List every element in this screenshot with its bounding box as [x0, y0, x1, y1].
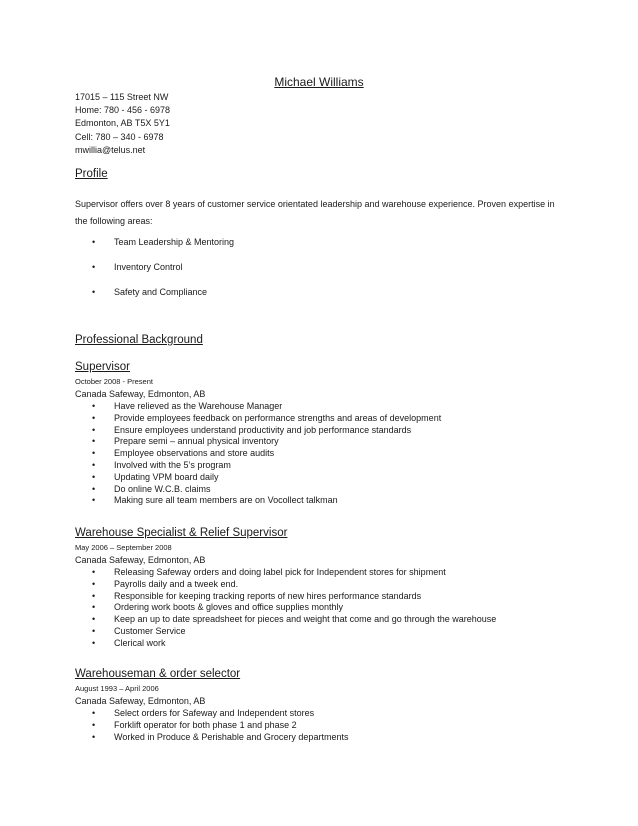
skill-label: Team Leadership & Mentoring: [114, 237, 235, 247]
duty-item: [92, 484, 441, 496]
job-duties-list: [92, 567, 496, 650]
contact-city: Edmonton, AB T5X 5Y1: [75, 118, 170, 129]
bullet-icon: •: [92, 637, 96, 648]
job-duties-list: [92, 401, 441, 507]
job-duties-list: [92, 708, 348, 743]
duty-item: [92, 413, 441, 425]
bullet-icon: •: [92, 625, 96, 636]
duty-text: Ordering work boots & gloves and office supplies monthly: [114, 602, 343, 613]
duty-text: Updating VPM board daily: [114, 471, 219, 482]
job-dates: August 1993 – April 2006: [75, 684, 159, 693]
duty-text: Select orders for Safeway and Independent stores: [114, 708, 315, 718]
job-title: Warehouseman & order selector: [75, 668, 241, 680]
duty-item: [92, 460, 441, 472]
contact-cell-phone: Cell: 780 – 340 - 6978: [75, 131, 164, 142]
job-company: Canada Safeway, Edmonton, AB: [75, 555, 206, 565]
duty-text: Have relieved as the Warehouse Manager: [114, 401, 283, 411]
profile-heading: Profile: [75, 168, 108, 180]
duty-text: Customer Service: [114, 625, 186, 636]
bullet-icon: •: [92, 602, 96, 613]
job-company: Canada Safeway, Edmonton, AB: [75, 389, 206, 399]
bullet-icon: •: [92, 495, 96, 506]
job-dates: October 2008 - Present: [75, 377, 153, 386]
duty-item: [92, 472, 441, 484]
bullet-icon: •: [92, 287, 96, 297]
bullet-icon: •: [92, 412, 96, 423]
duty-item: [92, 448, 441, 460]
duty-item: [92, 579, 496, 591]
candidate-name: Michael Williams: [274, 75, 364, 89]
bullet-icon: •: [92, 567, 96, 577]
duty-text: Keep an up to date spreadsheet for pieces and weight that come and go through the warehouse: [114, 614, 497, 625]
duty-item: [92, 720, 348, 732]
job-title: Supervisor: [75, 361, 130, 373]
duty-item: [92, 567, 496, 579]
skill-item: [92, 237, 234, 262]
duty-item: [92, 708, 348, 720]
bullet-icon: •: [92, 448, 96, 459]
duty-item: [92, 614, 496, 626]
duty-text: Making sure all team members are on Vocollect talkman: [114, 495, 338, 506]
duty-item: [92, 401, 441, 413]
skill-item: [92, 262, 234, 287]
duty-text: Ensure employees understand productivity and job performance standards: [114, 424, 412, 435]
duty-text: Clerical work: [114, 637, 166, 648]
bullet-icon: •: [92, 262, 96, 272]
job-dates: May 2006 – September 2008: [75, 543, 172, 552]
bullet-icon: •: [92, 578, 96, 589]
bullet-icon: •: [92, 708, 96, 718]
bullet-icon: •: [92, 401, 96, 411]
duty-text: Provide employees feedback on performance strengths and areas of development: [114, 412, 442, 423]
duty-text: Forklift operator for both phase 1 and phase 2: [114, 719, 297, 730]
bullet-icon: •: [92, 483, 96, 494]
skill-item: [92, 287, 234, 312]
bullet-icon: •: [92, 237, 96, 247]
duty-text: Do online W.C.B. claims: [114, 483, 211, 494]
contact-address: 17015 – 115 Street NW: [75, 92, 169, 102]
duty-item: [92, 638, 496, 650]
bullet-icon: •: [92, 459, 96, 470]
bullet-icon: •: [92, 436, 96, 447]
contact-block: [75, 91, 170, 157]
bullet-icon: •: [92, 731, 96, 742]
duty-item: [92, 732, 348, 744]
profile-summary: Supervisor offers over 8 years of customer service orientated leadership and warehouse experience. Proven expertise in the following areas:: [75, 199, 555, 226]
duty-item: [92, 425, 441, 437]
duty-item: [92, 436, 441, 448]
bullet-icon: •: [92, 719, 96, 730]
duty-item: [92, 591, 496, 603]
bullet-icon: •: [92, 424, 96, 435]
contact-home-phone: Home: 780 - 456 - 6978: [75, 105, 171, 116]
skill-label: Inventory Control: [114, 262, 183, 272]
duty-item: [92, 495, 441, 507]
job-title: Warehouse Specialist & Relief Supervisor: [75, 527, 288, 539]
bullet-icon: •: [92, 471, 96, 482]
duty-text: Worked in Produce & Perishable and Grocery departments: [114, 731, 349, 742]
contact-email: mwillia@telus.net: [75, 144, 146, 155]
skills-list: [92, 237, 234, 312]
duty-text: Payrolls daily and a tweek end.: [114, 578, 239, 589]
duty-item: [92, 602, 496, 614]
duty-text: Involved with the 5’s program: [114, 459, 231, 470]
job-company: Canada Safeway, Edmonton, AB: [75, 696, 206, 706]
duty-text: Responsible for keeping tracking reports of new hires performance standards: [114, 590, 422, 601]
background-heading: Professional Background: [75, 334, 203, 346]
duty-text: Prepare semi – annual physical inventory: [114, 436, 279, 447]
skill-label: Safety and Compliance: [114, 287, 208, 297]
duty-text: Employee observations and store audits: [114, 448, 275, 459]
bullet-icon: •: [92, 590, 96, 601]
bullet-icon: •: [92, 614, 96, 625]
duty-item: [92, 626, 496, 638]
duty-text: Releasing Safeway orders and doing label pick for Independent stores for shipment: [114, 567, 446, 577]
